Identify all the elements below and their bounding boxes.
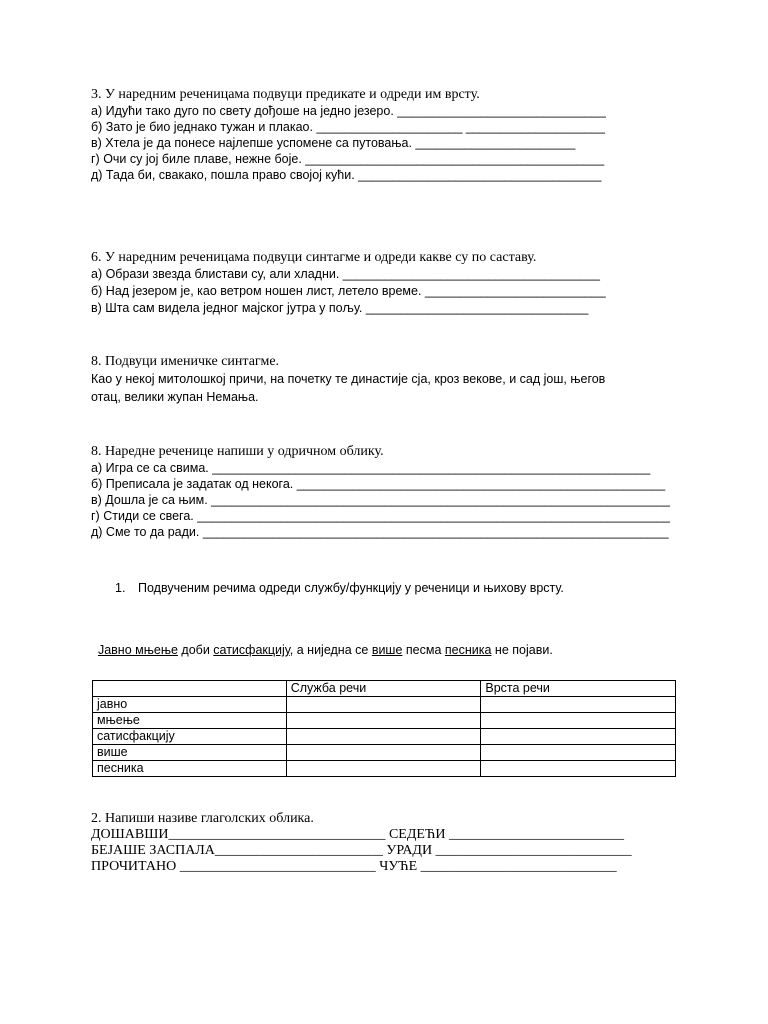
table-header-cell: Служба речи xyxy=(286,681,481,697)
table-answer-cell[interactable] xyxy=(286,745,481,761)
table-answer-cell[interactable] xyxy=(286,761,481,777)
table-header-row xyxy=(93,681,676,697)
section-2-item-3: ПРОЧИТАНО ____________________________ ЧУЋЕ ____________________________ xyxy=(91,859,617,874)
table-word-cell: мњење xyxy=(93,713,287,729)
table-answer-cell[interactable] xyxy=(286,729,481,745)
section-8b-item-d: д) Сме то да ради. ___________________________________________________________________ xyxy=(91,525,669,539)
table-header-cell xyxy=(93,681,287,697)
section-1-sentence xyxy=(91,626,553,658)
section-3-item-v: в) Хтела је да понесе најлепше успомене са путовања. _______________________ xyxy=(91,136,576,150)
sentence-part-2: доби xyxy=(177,643,214,657)
table-answer-cell[interactable] xyxy=(286,713,481,729)
word-function-table xyxy=(92,680,676,777)
section-2-item-2: БЕЈАШЕ ЗАСПАЛА________________________ УРАДИ ____________________________ xyxy=(91,843,632,858)
table-answer-cell[interactable] xyxy=(286,697,481,713)
table-row xyxy=(93,729,676,745)
section-3-title: 3. У наредним реченицама подвуци предикате и одреди им врсту. xyxy=(91,87,480,102)
section-8b-item-a: а) Игра се са свима. _______________________________________________________________ xyxy=(91,461,651,475)
section-6-item-v: в) Шта сам видела једног мајског јутра у пољу. ________________________________ xyxy=(91,301,589,315)
table-answer-cell[interactable] xyxy=(481,713,676,729)
table-answer-cell[interactable] xyxy=(481,745,676,761)
table-row xyxy=(93,761,676,777)
section-1-title: Подвученим речима одреди службу/функцију у реченици и њихову врсту. xyxy=(138,581,564,595)
sentence-part-5: више xyxy=(371,643,403,657)
table-answer-cell[interactable] xyxy=(481,761,676,777)
table-header-cell: Врста речи xyxy=(481,681,676,697)
section-3-item-b: б) Зато је био једнако тужан и плакао. _____________________ ____________________ xyxy=(91,120,605,134)
section-6-item-b: б) Над језером је, као ветром ношен лист, летело време. __________________________ xyxy=(91,284,606,298)
sentence-part-8: не појави. xyxy=(491,643,553,657)
section-2-title: 2. Напиши називе глаголских облика. xyxy=(91,811,314,826)
section-8b-item-v: в) Дошла је са њим. __________________________________________________________________ xyxy=(91,493,670,507)
sentence-part-6: песма xyxy=(402,643,445,657)
section-2-item-1: ДОШАВШИ_______________________________ СЕДЕЋИ _________________________ xyxy=(91,827,624,842)
section-8a-text-line2: отац, велики жупан Немања. xyxy=(91,390,259,404)
section-8a-text-line1: Као у некој митолошкој причи, на почетку те династије сја, кроз векове, и сад још, његов xyxy=(91,372,606,386)
sentence-part-4: , а ниједна се xyxy=(289,643,372,657)
table-word-cell: песника xyxy=(93,761,287,777)
table-row xyxy=(93,713,676,729)
section-3-item-d: д) Тада би, свакако, пошла право својој кући. ___________________________________ xyxy=(91,168,602,182)
section-3-item-a: а) Идући тако дуго по свету дођоше на једно језеро. ______________________________ xyxy=(91,104,606,118)
table-row xyxy=(93,697,676,713)
section-8a-title: 8. Подвуци именичке синтагме. xyxy=(91,354,280,369)
section-3-item-g: г) Очи су јој биле плаве, нежне боје. ___________________________________________ xyxy=(91,152,605,166)
section-1-number: 1. xyxy=(115,581,126,595)
table-answer-cell[interactable] xyxy=(481,697,676,713)
section-8b-item-b: б) Преписала је задатак од некога. _____________________________________________________ xyxy=(91,477,666,491)
section-8b-item-g: г) Стиди се свега. ____________________________________________________________________ xyxy=(91,509,670,523)
sentence-part-7: песника xyxy=(444,643,492,657)
table-word-cell: сатисфакцију xyxy=(93,729,287,745)
sentence-part-1: Јавно мњење xyxy=(97,643,178,657)
table-word-cell: јавно xyxy=(93,697,287,713)
table-row xyxy=(93,745,676,761)
table-word-cell: више xyxy=(93,745,287,761)
table-answer-cell[interactable] xyxy=(481,729,676,745)
section-6-title: 6. У наредним реченицама подвуци синтагме и одреди какве су по саставу. xyxy=(91,250,537,265)
section-6-item-a: а) Образи звезда блистави су, али хладни. _____________________________________ xyxy=(91,267,600,281)
sentence-part-3: сатисфакцију xyxy=(213,643,290,657)
section-8b-title: 8. Наредне реченице напиши у одричном облику. xyxy=(91,444,384,459)
